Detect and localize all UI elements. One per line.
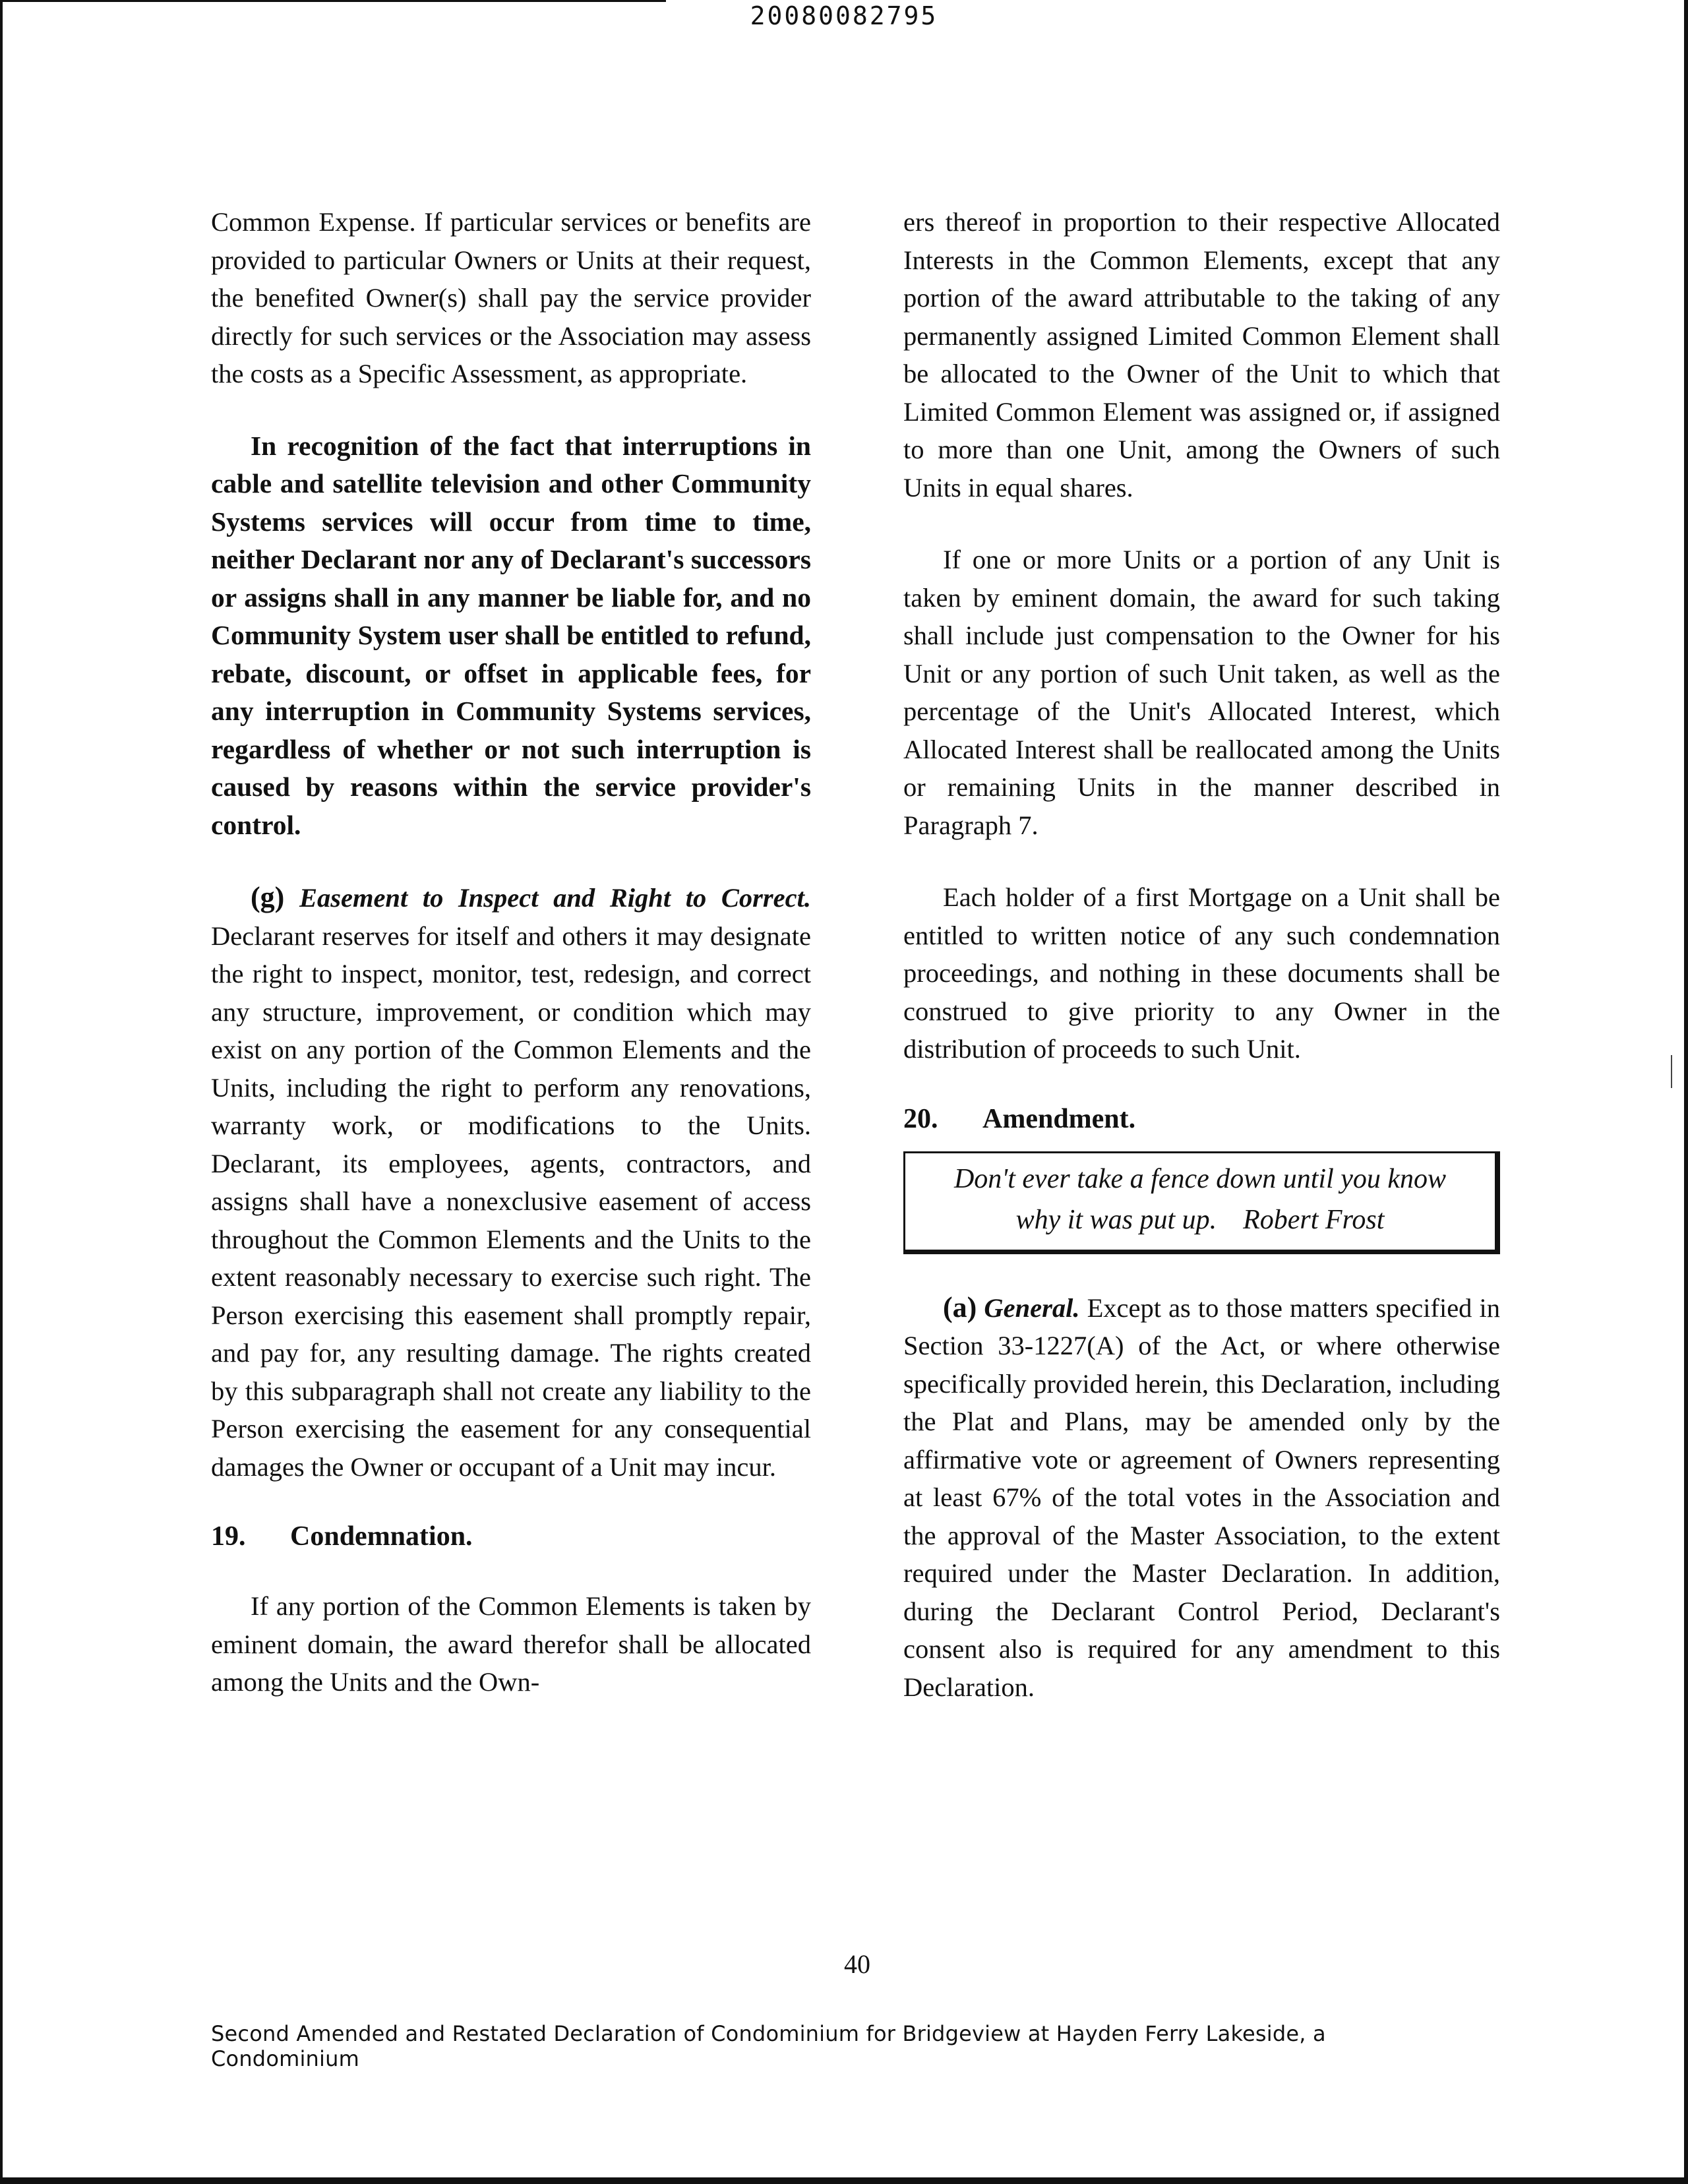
subsection-label: (a) <box>943 1290 977 1323</box>
document-footer: Second Amended and Restated Declaration of Condominium for Bridgeview at Hayden Ferry Lakeside, a Condominium <box>211 2021 1326 2071</box>
paragraph-interruption-disclaimer: In recognition of the fact that interruptions in cable and satellite television and other Community Systems services will occur from time to time, neither Declarant nor any of Declarant's successors or assigns shall in any manner be liable for, and no Community System user shall be entitled to refund, rebate, discount, or offset in applicable fees, for any interruption in Community Systems services, regardless of whether or not such interruption is caused by reasons within the service provider's control. <box>211 430 811 840</box>
paragraph-mortgage-notice: Each holder of a first Mortgage on a Unit shall be entitled to written notice of any such condemnation proceedings, and nothing in these documents shall be construed to give priority to any Owner in the distribution of proceeds to such Unit. <box>903 882 1500 1064</box>
right-column <box>903 203 1500 1706</box>
subsection-text: Declarant reserves for itself and others it may designate the right to inspect, monitor, test, redesign, and correct any structure, improvement, or condition which may exist on any portion of the Common Elements and the Units, including the right to perform any renovations, warranty work, or modifications to the Units. Declarant, its employees, agents, contractors, and assigns shall have a nonexclusive easement of access throughout the Common Elements and the Units to the extent reasonably necessary to exercise such right. The Person exercising this easement shall promptly repair, and pay for, any resulting damage. The rights created by this subparagraph shall not create any liability to the Person exercising the easement for any consequential damages the Owner or occupant of a Unit may incur. <box>211 921 811 1482</box>
section-number: 20. <box>903 1103 938 1134</box>
quote-author: Robert Frost <box>1243 1204 1385 1235</box>
scan-mark <box>1671 1055 1672 1088</box>
document-number: 20080082795 <box>750 1 938 30</box>
section-heading-20 <box>903 1100 1500 1138</box>
section-number: 19. <box>211 1521 246 1552</box>
quote-line-2 <box>915 1199 1486 1240</box>
section-title: Amendment. <box>982 1103 1136 1134</box>
scan-border-right <box>1684 0 1688 2184</box>
left-column <box>211 203 811 1701</box>
page-number: 40 <box>844 1949 870 1979</box>
paragraph-allocation: ers thereof in proportion to their respective Allocated Interests in the Common Elements, except that any portion of the award attributable to the taking of any permanently assigned Limited Common Element shall be allocated to the Owner of the Unit to which that Limited Common Element was assigned or, if assigned to more than one Unit, among the Owners of such Units in equal shares. <box>903 207 1500 502</box>
quote-line-1: Don't ever take a fence down until you know <box>953 1163 1447 1194</box>
paragraph-unit-taken: If one or more Units or a portion of any Unit is taken by eminent domain, the award for such taking shall include just compensation to the Owner for his Unit or any portion of such Unit taken, as well as the percentage of the Unit's Allocated Interest, which Allocated Interest shall be reallocated among the Units or remaining Units in the manner described in Paragraph 7. <box>903 545 1500 840</box>
scan-border-bottom <box>0 2177 1688 2184</box>
quote-text: why it was put up. <box>1015 1204 1217 1235</box>
subsection-label: (g) <box>251 881 285 913</box>
paragraph-easement-inspect <box>211 878 811 1486</box>
paragraph-condemnation-award: If any portion of the Common Elements is taken by eminent domain, the award therefor shall be allocated among the Units and the Own- <box>211 1591 811 1697</box>
scan-border-left <box>0 0 3 2184</box>
section-title: Condemnation. <box>290 1521 473 1552</box>
subsection-title: General. <box>984 1292 1080 1323</box>
subsection-text: Except as to those matters specified in Section 33-1227(A) of the Act, or where otherwise specifically provided herein, this Declaration, including the Plat and Plans, may be amended only by the affirmative vote or agreement of Owners representing at least 67% of the total votes in the Association and the approval of the Master Association, to the extent required under the Master Declaration. In addition, during the Declarant Control Period, Declarant's consent also is required for any amendment to this Declaration. <box>903 1292 1500 1702</box>
paragraph-common-expense: Common Expense. If particular services or benefits are provided to particular Owners or Units at their request, the benefited Owner(s) shall pay the service provider directly for such services or the Association may assess the costs as a Specific Assessment, as appropriate. <box>211 207 811 388</box>
section-heading-19 <box>211 1517 811 1556</box>
quote-box <box>903 1151 1500 1254</box>
subsection-title: Easement to Inspect and Right to Correct. <box>299 883 811 913</box>
paragraph-amendment-general <box>903 1289 1500 1707</box>
